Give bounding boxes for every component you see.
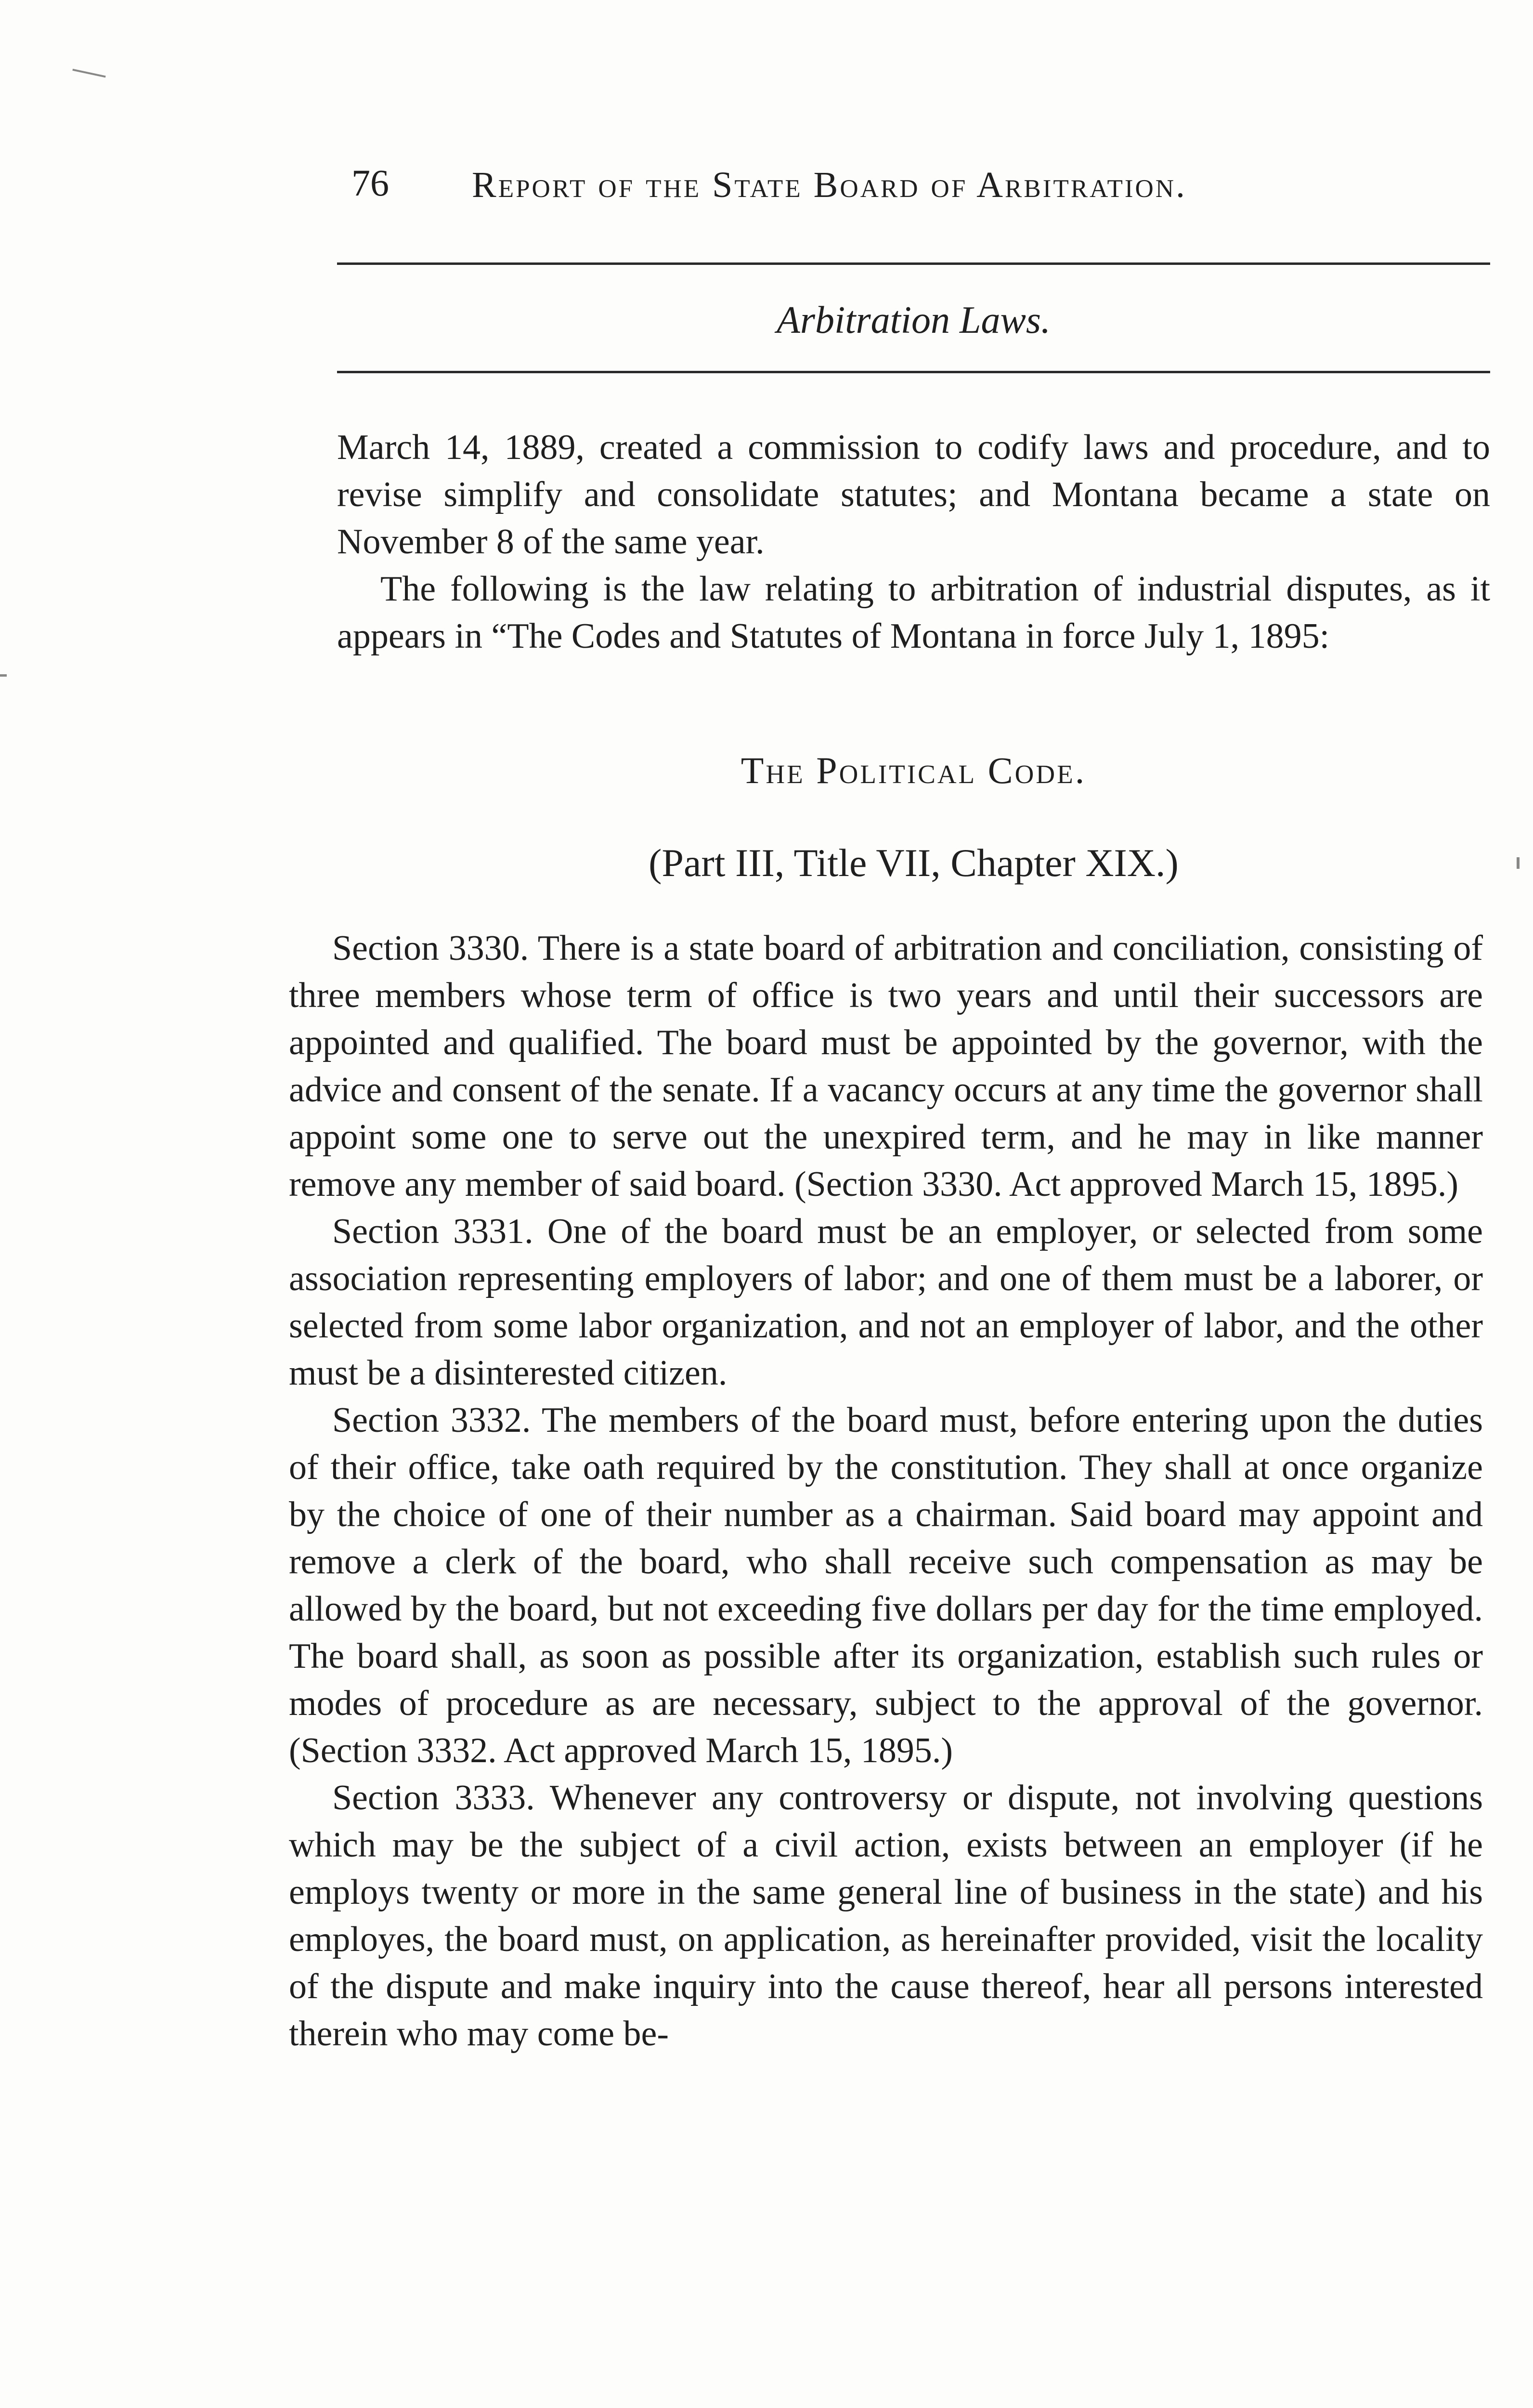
section-paragraph <box>289 925 1483 1208</box>
section-text: One of the board must be an employer, or selected from some association representing employers of labor; and one of them must be a laborer, or selected from some labor organization, and not an employer of labor, and the other must be a disinterested citizen. <box>289 1212 1483 1393</box>
section-paragraph <box>289 1397 1483 1774</box>
intro-paragraph: The following is the law relating to arbitration of industrial disputes, as it appears in “The Codes and Statutes of Montana in force July 1, 1895: <box>337 569 1490 656</box>
scan-mark <box>1517 857 1520 869</box>
page-number: 76 <box>351 162 389 204</box>
section-text: Whenever any controversy or dispute, not involving questions which may be the subject of a civil action, exists between an employer (if he employs twenty or more in the same general line of business in the state) and his employes, the board must, on application, as hereinafter provided, visit the locality of the dispute and make inquiry into the cause thereof, hear all persons interested therein who may come be- <box>289 1778 1483 2054</box>
section-label: Section 3330. <box>332 929 529 968</box>
section-paragraph <box>289 1774 1483 2057</box>
section-label: Section 3333. <box>332 1778 535 1818</box>
code-title: The Political Code. <box>741 749 1087 791</box>
header-rule <box>337 371 1490 373</box>
intro-text <box>337 424 1490 660</box>
running-head: Report of the State Board of Arbitration. <box>472 165 1187 205</box>
section-label: Section 3331. <box>332 1212 533 1251</box>
header-rule <box>337 262 1490 265</box>
section-text: The members of the board must, before entering upon the duties of their office, take oath required by the constitution. They shall at once organize by the choice of one of their number as a chairman. Said board may appoint and remove a clerk of the board, who shall receive such compensation as may be allowed by the board, but not exceeding five dollars per day for the time employed. The board shall, as soon as possible after its organization, establish such rules or modes of procedure as are necessary, subject to the approval of the governor. (Section 3332. Act approved March 15, 1895.) <box>289 1400 1483 1770</box>
section-text: There is a state board of arbitration and conciliation, consisting of three members whose term of office is two years and until their successors are appointed and qualified. The board must be appointed by the governor, with the advice and consent of the senate. If a vacancy occurs at any time the governor shall appoint some one to serve out the unexpired term, and he may in like manner remove any member of said board. (Section 3330. Act approved March 15, 1895.) <box>289 929 1483 1204</box>
intro-paragraph: March 14, 1889, created a commission to codify laws and procedure, and to revise simplify and consolidate statutes; and Montana became a state on November 8 of the same year. <box>337 428 1490 562</box>
page-header <box>337 159 1493 217</box>
section-label: Section 3332. <box>332 1400 531 1440</box>
scan-mark <box>72 69 105 78</box>
section-heading: Arbitration Laws. <box>776 299 1051 341</box>
code-subtitle: (Part III, Title VII, Chapter XIX.) <box>649 841 1179 885</box>
sections-list <box>289 925 1483 2057</box>
scan-mark <box>0 674 7 677</box>
section-paragraph <box>289 1208 1483 1397</box>
